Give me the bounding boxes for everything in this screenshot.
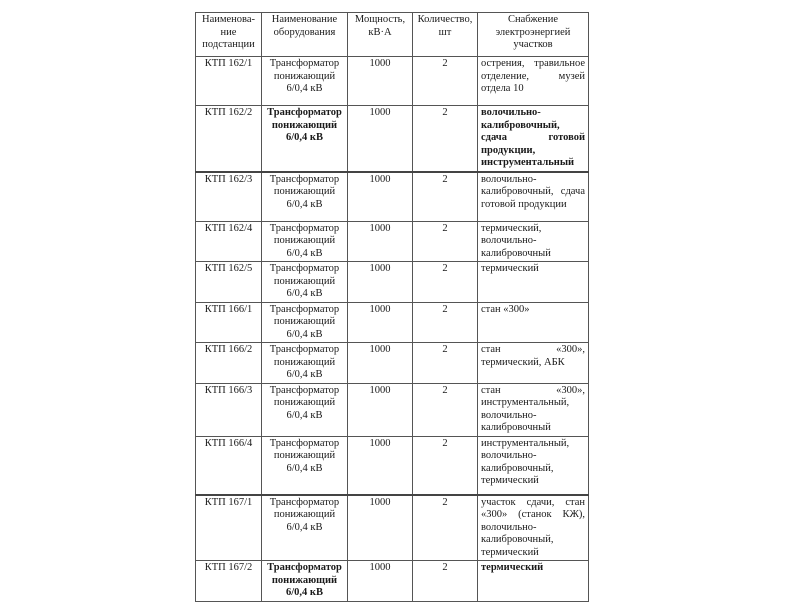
cell-substation: КТП 167/1 — [196, 495, 262, 561]
cell-power: 1000 — [348, 495, 413, 561]
cell-count: 2 — [413, 383, 478, 436]
cell-count: 2 — [413, 106, 478, 172]
table-row — [196, 383, 589, 436]
table-row — [196, 302, 589, 343]
cell-equipment: Трансформатор понижающий 6/0,4 кВ — [262, 262, 348, 303]
cell-supply: стан «300», термический, АБК — [478, 343, 589, 384]
table-row — [196, 221, 589, 262]
cell-substation: КТП 162/2 — [196, 106, 262, 172]
cell-power: 1000 — [348, 561, 413, 602]
cell-supply: стан «300» — [478, 302, 589, 343]
cell-equipment: Трансформатор понижающий 6/0,4 кВ — [262, 436, 348, 495]
cell-power: 1000 — [348, 172, 413, 222]
cell-substation: КТП 162/5 — [196, 262, 262, 303]
cell-supply: термический — [478, 262, 589, 303]
cell-supply: острения, травильное отделение, музей отдела 10 — [478, 57, 589, 106]
table-row — [196, 495, 589, 561]
header-supply: Снабжение электроэнергией участков — [478, 13, 589, 57]
cell-substation: КТП 166/1 — [196, 302, 262, 343]
table-header-row — [196, 13, 589, 57]
cell-supply: термический — [478, 561, 589, 602]
table-row — [196, 561, 589, 602]
cell-count: 2 — [413, 302, 478, 343]
cell-power: 1000 — [348, 383, 413, 436]
cell-power: 1000 — [348, 343, 413, 384]
cell-power: 1000 — [348, 436, 413, 495]
cell-equipment: Трансформатор понижающий 6/0,4 кВ — [262, 561, 348, 602]
table-row — [196, 57, 589, 106]
cell-supply: участок сдачи, стан «300» (станок КЖ), волочильно-калибровочный, термический — [478, 495, 589, 561]
header-count: Количество, шт — [413, 13, 478, 57]
cell-supply: волочильно-калибровочный, сдача готовой продукции, инструментальный — [478, 106, 589, 172]
cell-substation: КТП 167/2 — [196, 561, 262, 602]
cell-equipment: Трансформатор понижающий 6/0,4 кВ — [262, 495, 348, 561]
header-power: Мощность, кВ·А — [348, 13, 413, 57]
table-row — [196, 172, 589, 222]
cell-substation: КТП 162/1 — [196, 57, 262, 106]
cell-substation: КТП 166/3 — [196, 383, 262, 436]
cell-substation: КТП 162/3 — [196, 172, 262, 222]
cell-substation: КТП 166/4 — [196, 436, 262, 495]
substation-table — [195, 12, 589, 602]
cell-count: 2 — [413, 172, 478, 222]
cell-count: 2 — [413, 495, 478, 561]
cell-power: 1000 — [348, 262, 413, 303]
cell-count: 2 — [413, 57, 478, 106]
cell-power: 1000 — [348, 106, 413, 172]
table-row — [196, 436, 589, 495]
table-row — [196, 262, 589, 303]
cell-count: 2 — [413, 343, 478, 384]
document-page — [195, 12, 588, 602]
cell-equipment: Трансформатор понижающий 6/0,4 кВ — [262, 221, 348, 262]
table-row — [196, 106, 589, 172]
header-substation: Наименова-ние подстанции — [196, 13, 262, 57]
cell-power: 1000 — [348, 221, 413, 262]
cell-equipment: Трансформатор понижающий 6/0,4 кВ — [262, 106, 348, 172]
cell-power: 1000 — [348, 57, 413, 106]
cell-supply: волочильно-калибровочный, сдача готовой продукции — [478, 172, 589, 222]
cell-equipment: Трансформатор понижающий 6/0,4 кВ — [262, 57, 348, 106]
cell-count: 2 — [413, 436, 478, 495]
cell-count: 2 — [413, 262, 478, 303]
cell-power: 1000 — [348, 302, 413, 343]
cell-equipment: Трансформатор понижающий 6/0,4 кВ — [262, 302, 348, 343]
table-row — [196, 343, 589, 384]
cell-equipment: Трансформатор понижающий 6/0,4 кВ — [262, 172, 348, 222]
cell-count: 2 — [413, 221, 478, 262]
cell-substation: КТП 166/2 — [196, 343, 262, 384]
cell-supply: стан «300», инструментальный, волочильно-калибровочный — [478, 383, 589, 436]
cell-substation: КТП 162/4 — [196, 221, 262, 262]
cell-supply: термический, волочильно-калибровочный — [478, 221, 589, 262]
cell-equipment: Трансформатор понижающий 6/0,4 кВ — [262, 343, 348, 384]
cell-equipment: Трансформатор понижающий 6/0,4 кВ — [262, 383, 348, 436]
cell-supply: инструментальный, волочильно-калибровочный, термический — [478, 436, 589, 495]
cell-count: 2 — [413, 561, 478, 602]
header-equipment: Наименование оборудования — [262, 13, 348, 57]
